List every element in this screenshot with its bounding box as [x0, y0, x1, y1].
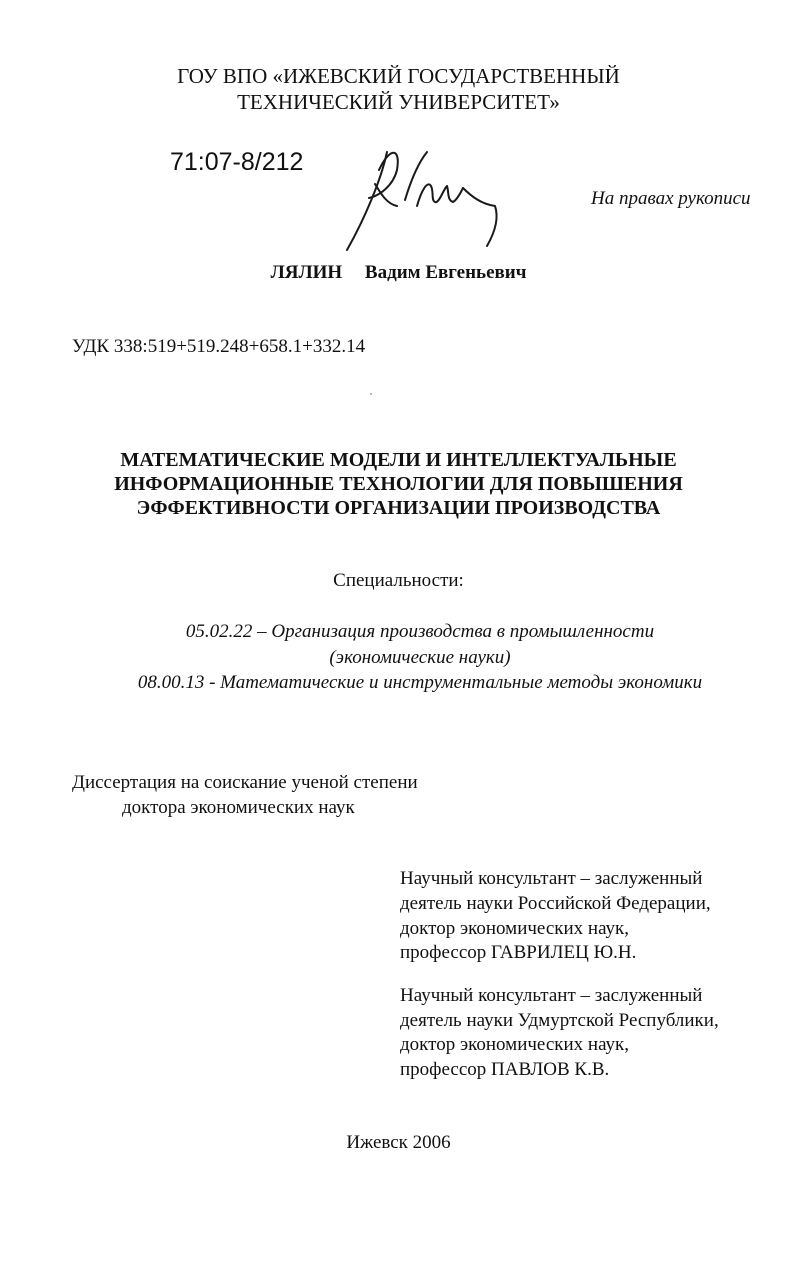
degree-line-1: Диссертация на соискание ученой степени — [72, 772, 418, 793]
consultant-2-role: Научный консультант – заслуженный — [400, 985, 703, 1006]
institution-line-2: ТЕХНИЧЕСКИЙ УНИВЕРСИТЕТ» — [237, 90, 560, 114]
author-name — [0, 262, 797, 284]
author-given-names: Вадим Евгеньевич — [364, 262, 527, 283]
consultant-1-role: Научный консультант – заслуженный — [400, 868, 703, 889]
scan-speck — [370, 393, 372, 395]
consultant-2-honor: деятель науки Удмуртской Республики, — [400, 1010, 719, 1031]
title-line-2: ИНФОРМАЦИОННЫЕ ТЕХНОЛОГИИ ДЛЯ ПОВЫШЕНИЯ — [114, 473, 683, 495]
catalog-code: 71:07-8/212 — [170, 148, 304, 176]
consultant-1-honor: деятель науки Российской Федерации, — [400, 893, 711, 914]
handwritten-signature — [335, 140, 510, 255]
specialties-heading: Специальности: — [333, 570, 464, 591]
title-line-3: ЭФФЕКТИВНОСТИ ОРГАНИЗАЦИИ ПРОИЗВОДСТВА — [136, 497, 661, 519]
manuscript-rights-note: На правах рукописи — [591, 188, 751, 209]
consultant-2-name: профессор ПАВЛОВ К.В. — [400, 1059, 610, 1080]
specialty-2-code: 08.00.13 - — [137, 672, 216, 693]
consultant-1-degree: доктор экономических наук, — [400, 918, 630, 939]
specialty-2 — [0, 672, 797, 694]
degree-line-2: доктора экономических наук — [122, 797, 355, 818]
specialty-2-text: Математические и инструментальные методы экономики — [220, 672, 703, 693]
specialty-1: 05.02.22 – Организация производства в промышленности — [185, 621, 655, 642]
author-surname: ЛЯЛИН — [270, 262, 343, 283]
consultant-2-degree: доктор экономических наук, — [400, 1034, 630, 1055]
institution-line-1: ГОУ ВПО «ИЖЕВСКИЙ ГОСУДАРСТВЕННЫЙ — [177, 64, 620, 88]
city-year: Ижевск 2006 — [346, 1132, 451, 1153]
udc-code: УДК 338:519+519.248+658.1+332.14 — [72, 336, 366, 357]
consultant-1-name: профессор ГАВРИЛЕЦ Ю.Н. — [400, 942, 637, 963]
title-line-1: МАТЕМАТИЧЕСКИЕ МОДЕЛИ И ИНТЕЛЛЕКТУАЛЬНЫЕ — [120, 449, 677, 471]
specialty-1-field: (экономические науки) — [329, 647, 511, 668]
